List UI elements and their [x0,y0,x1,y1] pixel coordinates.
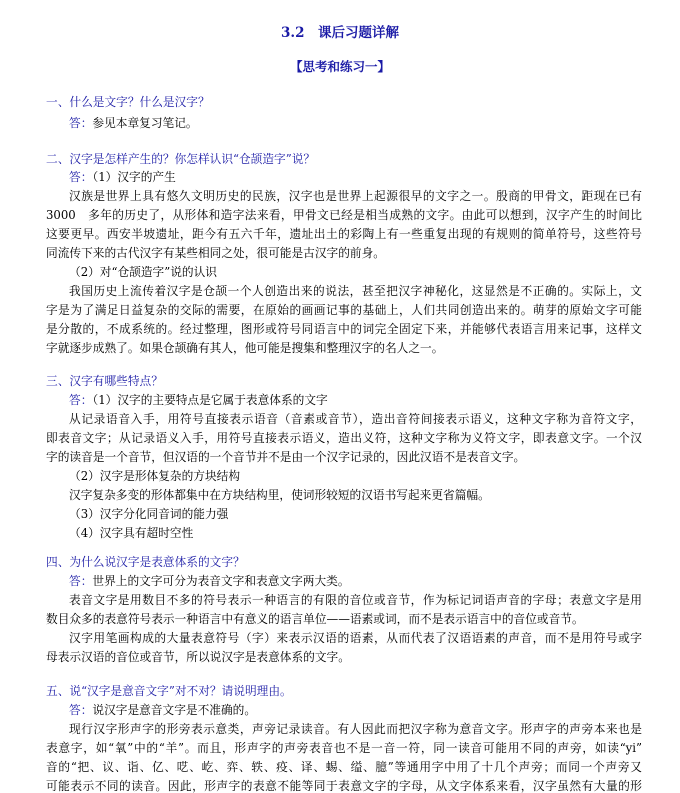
paragraph-line: 表音文字是用数目不多的符号表示一种语言的有限的音位或音节，作为标记词语声音的字母；表意文字是用 [69,593,642,607]
section-title: 3.2 课后习题详解 [281,25,399,41]
subpoint-line: （2）对“仓颉造字”说的认识 [69,265,217,279]
answer-line [69,170,642,184]
paragraph-line: 这要更早。西安半坡遗址，距今有五六千年，遗址出土的彩陶上有一些重复出现的有规则的简单符号，这些符号 [46,227,642,241]
paragraph-line: 汉族是世界上具有悠久文明历史的民族，汉字也是世界上起源很早的文字之一。殷商的甲骨文，距现在已有 [69,189,642,203]
answer-line [69,574,642,588]
paragraph-line: 数目众多的表意符号表示一种语言中有意义的语言单位——语素或词，而不是表示语言中的音位或音节。 [46,612,584,626]
paragraph-line: 同流传下来的古代汉字有某些相同之处，很可能是古汉字的前身。 [46,246,385,260]
question-heading: 三、汉字有哪些特点？ [46,374,163,388]
answer-label: 答： [69,574,93,588]
question-heading: 二、汉字是怎样产生的？你怎样认识“仓颉造字”说？ [46,152,316,166]
question-heading: 四、为什么说汉字是表意体系的文字？ [46,555,245,569]
paragraph-line: 汉字用笔画构成的大量表意符号（字）来表示汉语的语素，从而代表了汉语语素的声音，而不是用符号或字 [69,631,642,645]
subpoint-line: （3）汉字分化同音词的能力强 [69,507,229,521]
answer-text: 说汉字是意音文字是不准确的。 [92,703,257,717]
paragraph-line: 3000 多年的历史了，从形体和造字法来看，甲骨文已经是相当成熟的文字。由此可以想到，汉字产生的时间比 [46,208,642,222]
paragraph-line: 我国历史上流传着汉字是仓颉一个人创造出来的说法，甚至把汉字神秘化，这显然是不正确的。实际上，文 [69,284,642,298]
paragraph-line: 字就逐步成熟了。如果仓颉确有其人，他可能是搜集和整理汉字的名人之一。 [46,341,444,355]
paragraph-line: 字的读音是一个音节，但汉语的一个音节并不是由一个汉字记录的，因此汉语不是表音文字。 [46,450,526,464]
question-heading: 一、什么是文字？什么是汉字？ [46,95,210,109]
answer-label: 答： [69,116,93,130]
answer-line [69,703,642,717]
paragraph-line: 现行汉字形声字的形旁表示意类，声旁记录读音。有人因此而把汉字称为意音文字。形声字的声旁本来也是 [69,722,642,736]
answer-text: 参见本章复习笔记。 [92,116,198,130]
answer-line [69,393,642,407]
answer-text: （1）汉字的产生 [92,170,176,184]
answer-label: 答： [69,393,93,407]
answer-text: 世界上的文字可分为表音文字和表意文字两大类。 [92,574,350,588]
answer-line [69,116,642,130]
paragraph-line: 汉字复杂多变的形体都集中在方块结构里，使词形较短的汉语书写起来更省篇幅。 [69,488,490,502]
answer-label: 答： [69,170,93,184]
paragraph-line: 从记录语音入手，用符号直接表示语音（音素或音节），造出音符间接表示语义，这种文字称为音符文字， [69,412,642,426]
paragraph-line: 可能表示不同的读音。因此，形声字的表意不能等同于表意文字的字母，从文字体系来看，汉字虽然有大量的形 [46,779,642,793]
paragraph-line: 即表音文字；从记录语义入手，用符号直接表示语义，造出义符，这种文字称为义符文字，即表意文字。一个汉 [46,431,642,445]
paragraph-line: 表意字，如“氧”中的“羊”。而且，形声字的声旁表音也不是一音一符，同一读音可能用不同的声旁，如读“yi” [46,741,642,755]
exercise-heading: 【思考和练习一】 [289,59,390,74]
answer-label: 答： [69,703,93,717]
question-heading: 五、说“汉字是意音文字”对不对？请说明理由。 [46,684,292,698]
paragraph-line: 字是为了满足日益复杂的交际的需要，在原始的画画记事的基础上，人们共同创造出来的。萌芽的原始文字可能 [46,303,642,317]
subpoint-line: （2）汉字是形体复杂的方块结构 [69,469,241,483]
paragraph-line: 音的“把、议、诣、亿、呓、屹、弈、轶、疫、译、蜴、缢、臆”等通用字中用了十几个声旁；而同一个声旁又 [46,760,642,774]
subpoint-line: （4）汉字具有超时空性 [69,526,194,540]
paragraph-line: 是分散的，不成系统的。经过整理，图形或符号同语言中的词完全固定下来，并能够代表语言用来记事，这样文 [46,322,642,336]
answer-text: （1）汉字的主要特点是它属于表意体系的文字 [92,393,328,407]
paragraph-line: 母表示汉语的音位或音节，所以说汉字是表意体系的文字。 [46,650,350,664]
